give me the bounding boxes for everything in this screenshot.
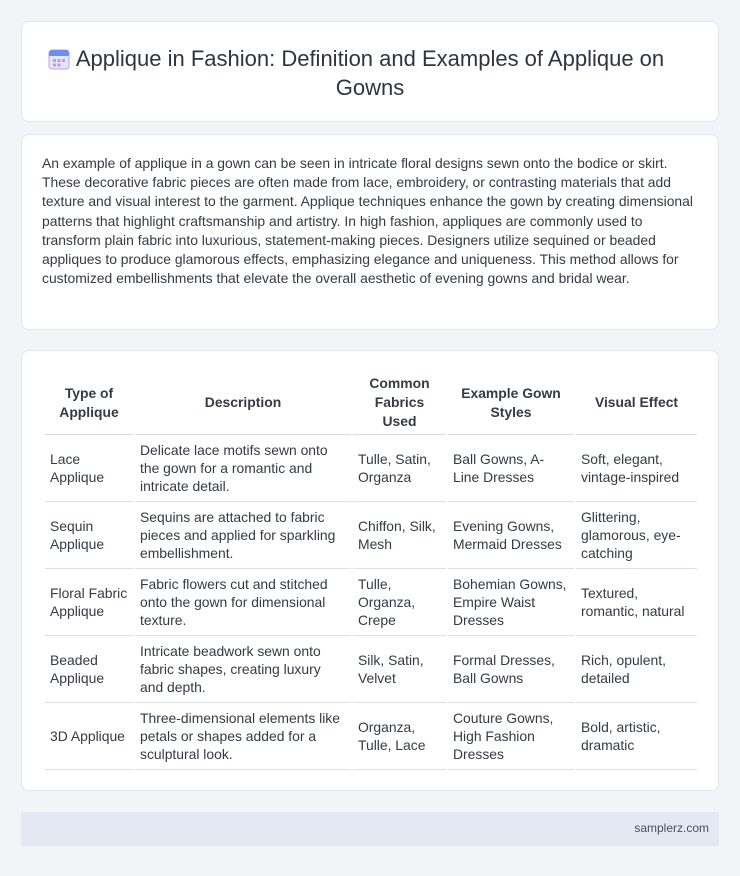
cell-description: Three-dimensional elements like petals or shapes added for a sculptural look. <box>135 703 351 770</box>
cell-fabrics: Chiffon, Silk, Mesh <box>353 502 446 569</box>
footer-site-link[interactable]: samplerz.com <box>634 821 709 835</box>
cell-fabrics: Tulle, Organza, Crepe <box>353 569 446 636</box>
table-row <box>45 703 697 770</box>
header-styles: Example Gown Styles <box>448 371 574 435</box>
cell-fabrics: Organza, Tulle, Lace <box>353 703 446 770</box>
cell-effect: Textured, romantic, natural <box>576 569 697 636</box>
cell-type: Beaded Applique <box>45 636 133 703</box>
cell-type: Floral Fabric Applique <box>45 569 133 636</box>
cell-description: Fabric flowers cut and stitched onto the gown for dimensional texture. <box>135 569 351 636</box>
description-card <box>21 134 719 330</box>
cell-effect: Bold, artistic, dramatic <box>576 703 697 770</box>
cell-styles: Couture Gowns, High Fashion Dresses <box>448 703 574 770</box>
cell-type: Lace Applique <box>45 435 133 502</box>
table-row <box>45 502 697 569</box>
cell-fabrics: Tulle, Satin, Organza <box>353 435 446 502</box>
cell-description: Delicate lace motifs sewn onto the gown for a romantic and intricate detail. <box>135 435 351 502</box>
cell-styles: Ball Gowns, A-Line Dresses <box>448 435 574 502</box>
table-row <box>45 636 697 703</box>
page-title: Applique in Fashion: Definition and Examples of Applique on Gowns <box>75 46 665 100</box>
title-card <box>21 21 719 122</box>
cell-styles: Bohemian Gowns, Empire Waist Dresses <box>448 569 574 636</box>
cell-type: 3D Applique <box>45 703 133 770</box>
header-description: Description <box>135 371 351 435</box>
table-header-row <box>45 371 697 435</box>
applique-table <box>43 371 699 770</box>
header-effect: Visual Effect <box>576 371 697 435</box>
cell-styles: Formal Dresses, Ball Gowns <box>448 636 574 703</box>
header-fabrics: Common Fabrics Used <box>353 371 446 435</box>
header-type: Type of Applique <box>45 371 133 435</box>
cell-description: Intricate beadwork sewn onto fabric shapes, creating luxury and depth. <box>135 636 351 703</box>
cell-effect: Soft, elegant, vintage-inspired <box>576 435 697 502</box>
cell-description: Sequins are attached to fabric pieces and applied for sparkling embellishment. <box>135 502 351 569</box>
cell-effect: Rich, opulent, detailed <box>576 636 697 703</box>
footer-bar <box>21 812 719 846</box>
cell-styles: Evening Gowns, Mermaid Dresses <box>448 502 574 569</box>
cell-fabrics: Silk, Satin, Velvet <box>353 636 446 703</box>
description-text: An example of applique in a gown can be seen in intricate floral designs sewn onto the bodice or skirt. These decorative fabric pieces are often made from lace, embroidery, or contrasting materials that add texture and visual interest to the garment. Applique techniques enhance the gown by creating dimensional patterns that highlight craftsmanship and artistry. In high fashion, appliques are commonly used to transform plain fabric into luxurious, statement-making pieces. Designers utilize sequined or beaded appliques to produce glamorous effects, emphasizing elegance and uniqueness. This method allows for customized embellishments that elevate the overall aesthetic of evening gowns and bridal wear. <box>42 155 693 287</box>
cell-effect: Glittering, glamorous, eye-catching <box>576 502 697 569</box>
table-row <box>45 569 697 636</box>
table-card <box>21 350 719 791</box>
table-row <box>45 435 697 502</box>
cell-type: Sequin Applique <box>45 502 133 569</box>
